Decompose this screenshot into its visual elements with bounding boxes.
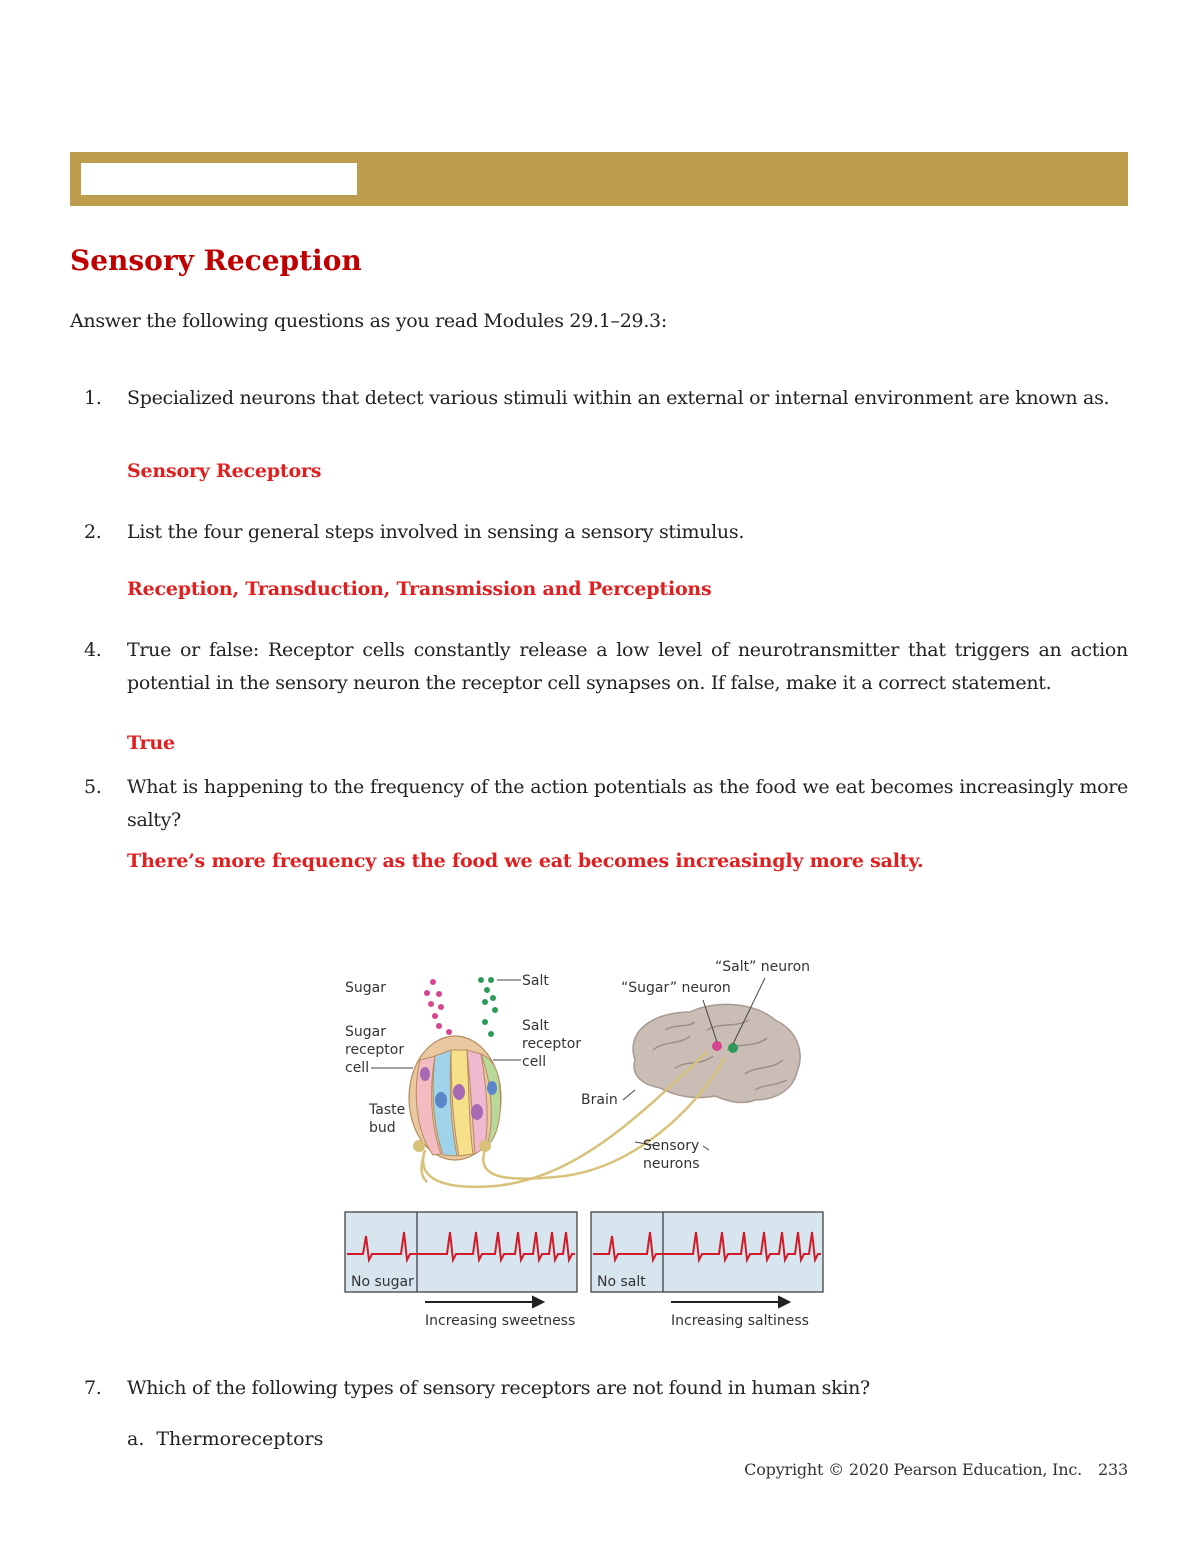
answer-1: Sensory Receptors (127, 460, 322, 482)
question-number: 2. (84, 521, 102, 543)
option-a (127, 1428, 323, 1450)
question-text: Which of the following types of sensory receptors are not found in human skin? (127, 1377, 870, 1399)
label-sugar-receptor-1: Sugar (345, 1024, 386, 1040)
answer-2: Reception, Transduction, Transmission and Perceptions (127, 578, 712, 600)
answer-5: There’s more frequency as the food we eat becomes increasingly more salty. (127, 850, 924, 872)
label-taste-bud-1: Taste (369, 1102, 406, 1118)
taste-reception-figure (335, 950, 835, 1340)
label-sensory-1: Sensory (643, 1138, 700, 1154)
sugar-neuron-marker (712, 1041, 722, 1051)
question-text: Specialized neurons that detect various stimuli within an external or internal environment are known as. (127, 387, 1110, 409)
increase-arrows (425, 1297, 789, 1307)
option-text: Thermoreceptors (156, 1428, 324, 1450)
question-number: 4. (84, 639, 102, 661)
page-number: 233 (1098, 1460, 1128, 1479)
label-sugar-neuron: “Sugar” neuron (621, 980, 731, 996)
salt-neuron-marker (728, 1043, 738, 1053)
question-number: 1. (84, 387, 102, 409)
brain-illustration (633, 1004, 800, 1102)
banner-label-box (81, 163, 357, 195)
sugar-molecules (424, 979, 452, 1035)
label-taste-bud-2: bud (369, 1120, 396, 1136)
label-increasing-sweetness: Increasing sweetness (425, 1313, 576, 1329)
label-salt: Salt (522, 973, 549, 989)
label-sugar: Sugar (345, 980, 386, 996)
label-salt-receptor-1: Salt (522, 1018, 549, 1034)
intro-text: Answer the following questions as you read Modules 29.1–29.3: (70, 310, 667, 332)
answer-4: True (127, 732, 175, 754)
label-brain: Brain (581, 1092, 618, 1108)
label-sugar-receptor-3: cell (345, 1060, 370, 1076)
salt-molecules (478, 977, 498, 1037)
question-number: 7. (84, 1377, 102, 1399)
question-text: What is happening to the frequency of the action potentials as the food we eat becomes increasingly more salty? (127, 776, 1128, 831)
page-footer (744, 1460, 1128, 1479)
taste-bud-illustration (409, 1036, 501, 1160)
label-salt-receptor-2: receptor (522, 1036, 582, 1052)
label-sugar-receptor-2: receptor (345, 1042, 405, 1058)
option-letter: a. (127, 1428, 145, 1450)
chapter-banner (70, 152, 1128, 206)
page-title: Sensory Reception (70, 244, 362, 277)
label-sensory-2: neurons (643, 1156, 700, 1172)
question-text: List the four general steps involved in sensing a sensory stimulus. (127, 521, 745, 543)
label-salt-receptor-3: cell (522, 1054, 547, 1070)
copyright-text: Copyright © 2020 Pearson Education, Inc. (744, 1460, 1083, 1479)
label-no-sugar: No sugar (351, 1274, 414, 1290)
label-salt-neuron: “Salt” neuron (715, 959, 811, 975)
label-no-salt: No salt (597, 1274, 646, 1290)
label-increasing-saltiness: Increasing saltiness (671, 1313, 809, 1329)
question-number: 5. (84, 776, 102, 798)
question-text: True or false: Receptor cells constantly release a low level of neurotransmitter that triggers an action potential in the sensory neuron the receptor cell synapses on. If false, make it a correct statement. (127, 639, 1128, 694)
